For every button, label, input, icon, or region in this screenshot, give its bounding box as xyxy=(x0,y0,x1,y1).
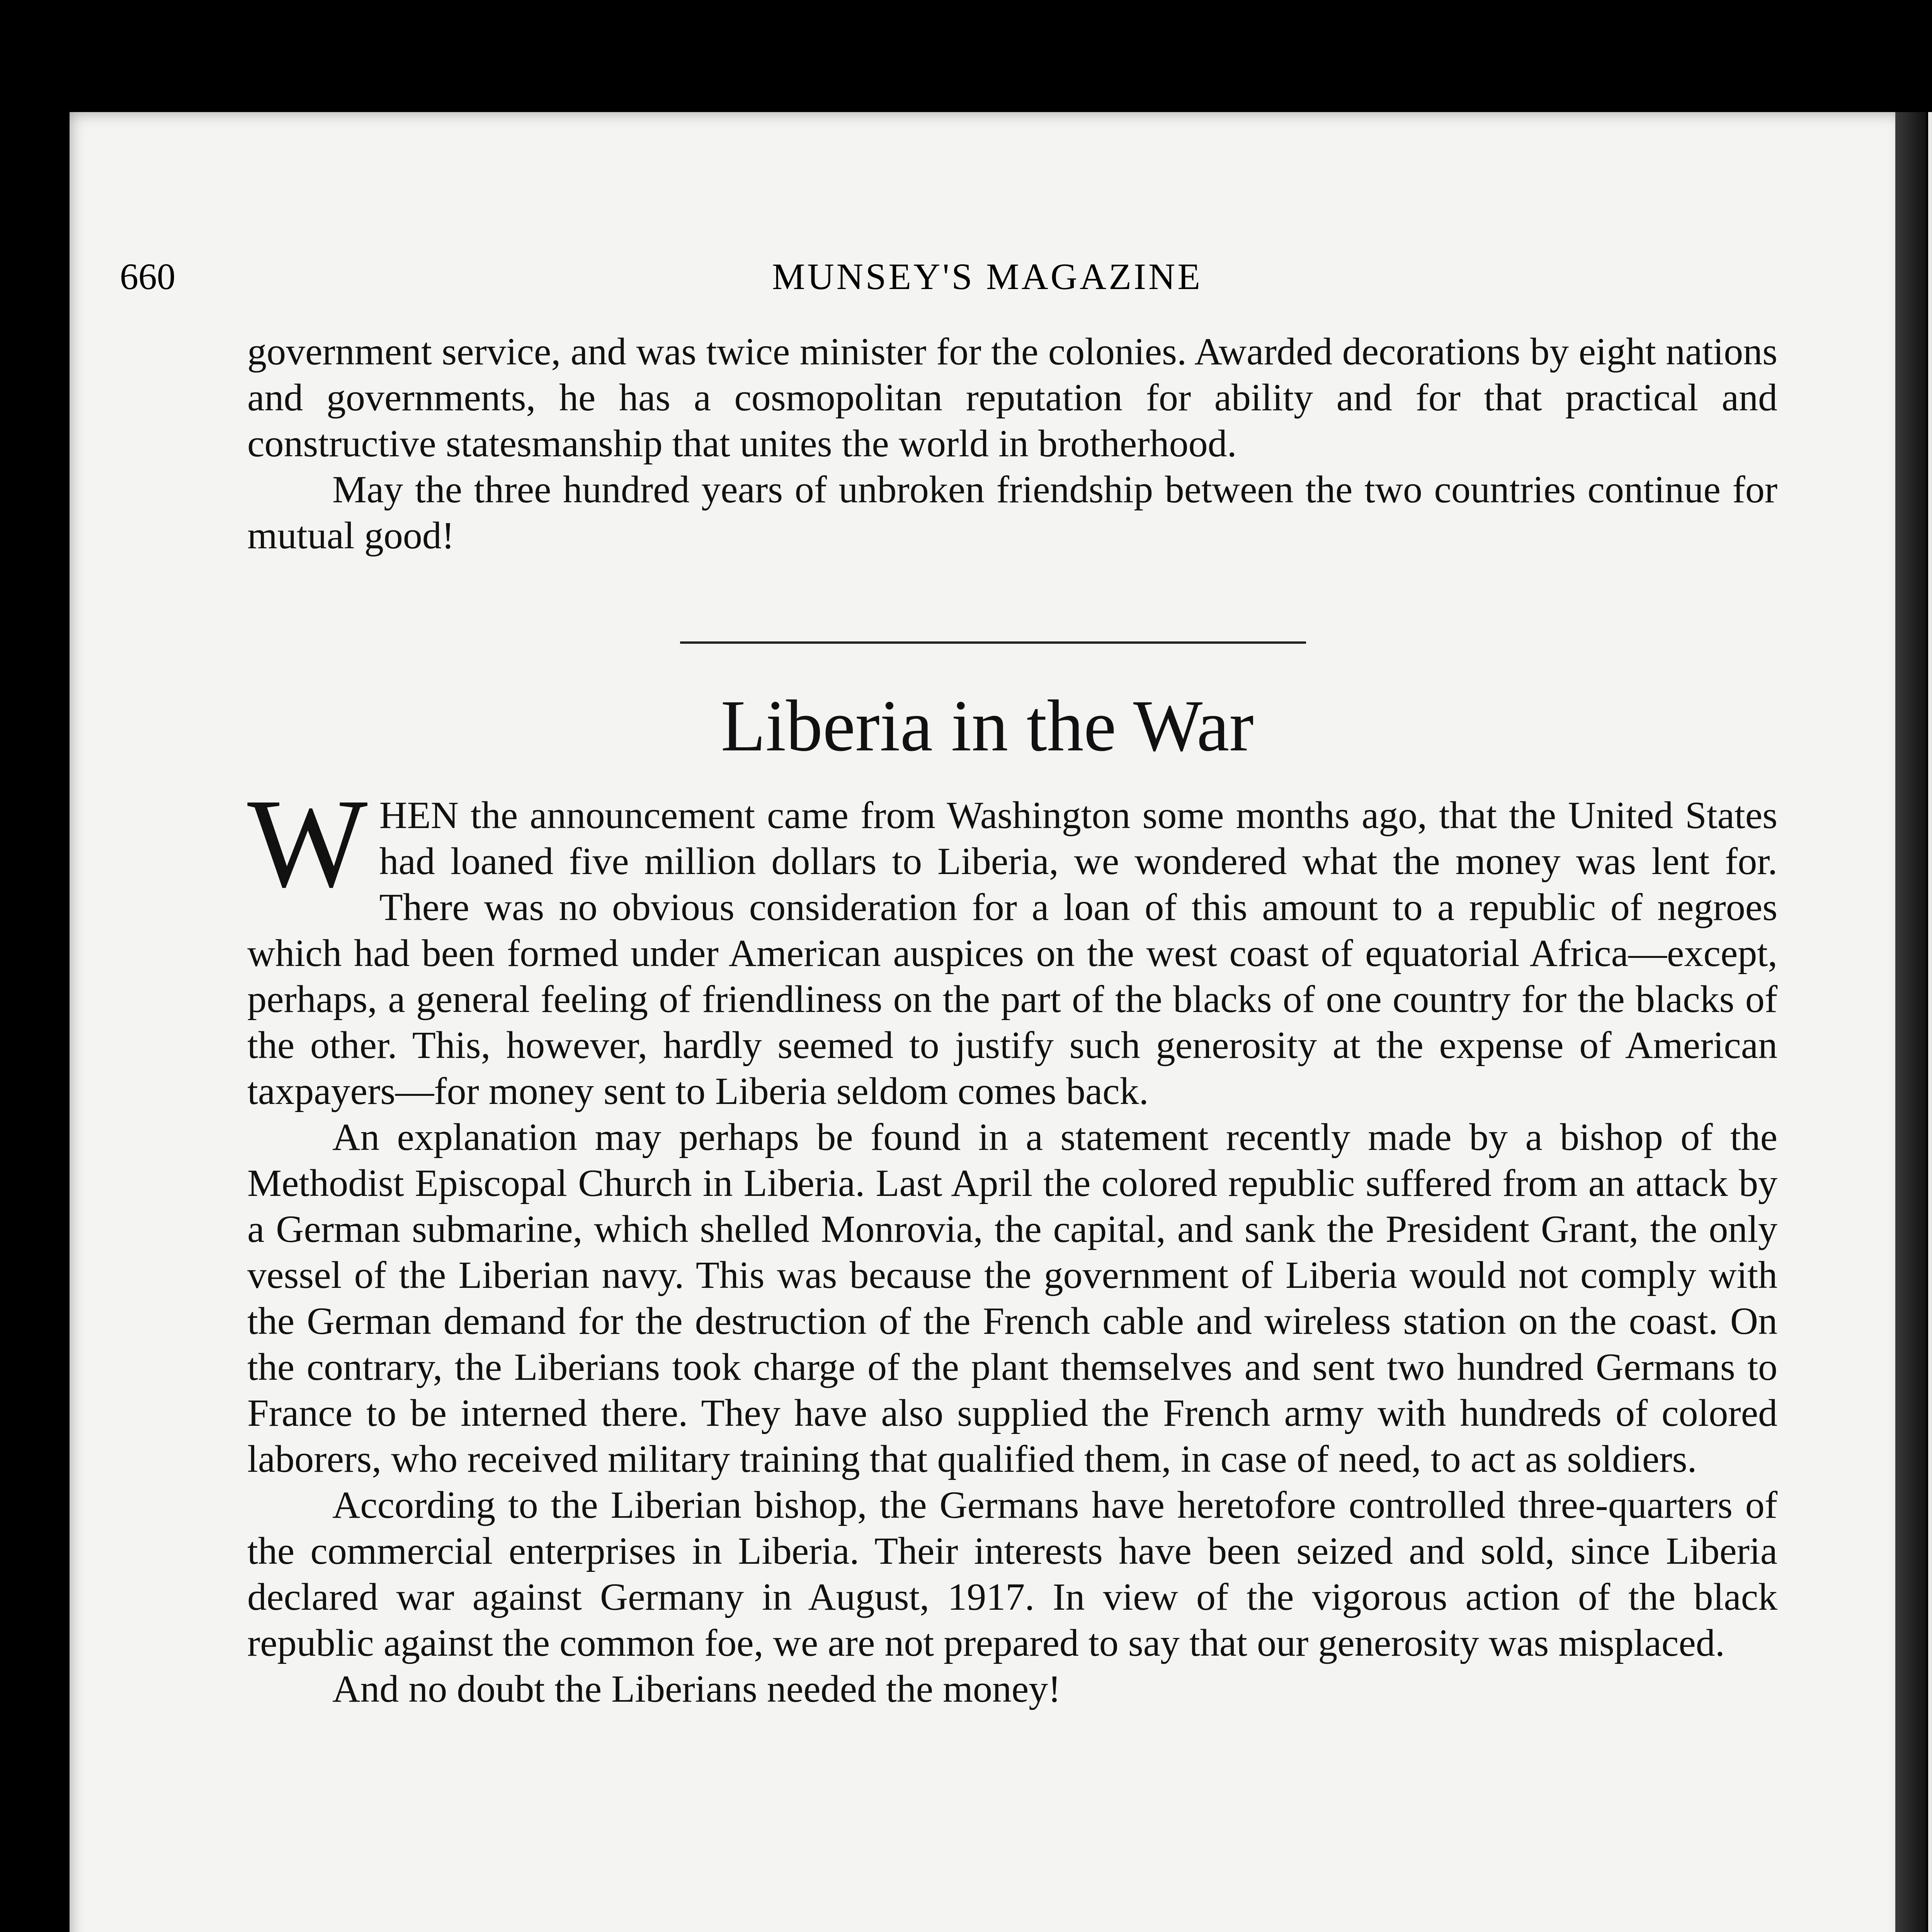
section-divider xyxy=(680,641,1306,644)
intro-paragraph-2: May the three hundred years of unbroken friendship between the two countries continue for mutual good! xyxy=(247,468,1777,557)
page-number: 660 xyxy=(120,256,175,297)
article-title-liberia: Liberia in the War xyxy=(721,685,1254,767)
article-liberia-paragraph-4: And no doubt the Liberians needed the money! xyxy=(332,1667,1061,1710)
article-liberia-body xyxy=(247,773,1777,1712)
article-liberia-paragraph-3: According to the Liberian bishop, the Germans have heretofore controlled three-quarters of the commercial enterprises in Liberia. Their interests have been seized and sold, since Liberia declared war against Germany in August, 1917. In view of the vigorous action of the black republic against the common foe, we are not prepared to say that our generosity was misplaced. xyxy=(247,1483,1777,1664)
drop-cap-w: W xyxy=(247,773,368,914)
intro-text xyxy=(247,328,1777,558)
book-gutter xyxy=(1895,112,1926,1932)
magazine-page xyxy=(70,112,1905,1932)
article-liberia-paragraph-1: WHEN the announcement came from Washington some months ago, that the United States had loaned five million dollars to Liberia, we wondered what the money was lent for. There was no obvious consideration for a loan of this amount to a republic of negroes which had been formed under American auspices on the west coast of equatorial Africa—except, perhaps, a general feeling of friendliness on the part of the blacks of one country for the blacks of the other. This, however, hardly seemed to justify such generosity at the expense of American taxpayers—for money sent to Liberia seldom comes back. xyxy=(247,773,1777,1112)
running-head-title: MUNSEY'S MAGAZINE xyxy=(772,256,1202,297)
article-liberia-paragraph-2: An explanation may perhaps be found in a statement recently made by a bishop of the Methodist Episcopal Church in Liberia. Last April the colored republic suffered from an attack by a German submarine, which shelled Monrovia, the capital, and sank the President Grant, the only vessel of the Liberian navy. This was because the government of Liberia would not comply with the German demand for the destruction of the French cable and wireless station on the coast. On the contrary, the Liberians took charge of the plant themselves and sent two hundred Germans to France to be interned there. They have also supplied the French army with hundreds of colored laborers, who received military training that qualified them, in case of need, to act as soldiers. xyxy=(247,1116,1777,1480)
facing-page-edge xyxy=(1928,112,1932,1932)
intro-paragraph-1: government service, and was twice minister for the colonies. Awarded decorations by eight nations and governments, he has a cosmopolitan reputation for ability and for that practical and constructive statesmanship that unites the world in brotherhood. xyxy=(247,330,1777,465)
